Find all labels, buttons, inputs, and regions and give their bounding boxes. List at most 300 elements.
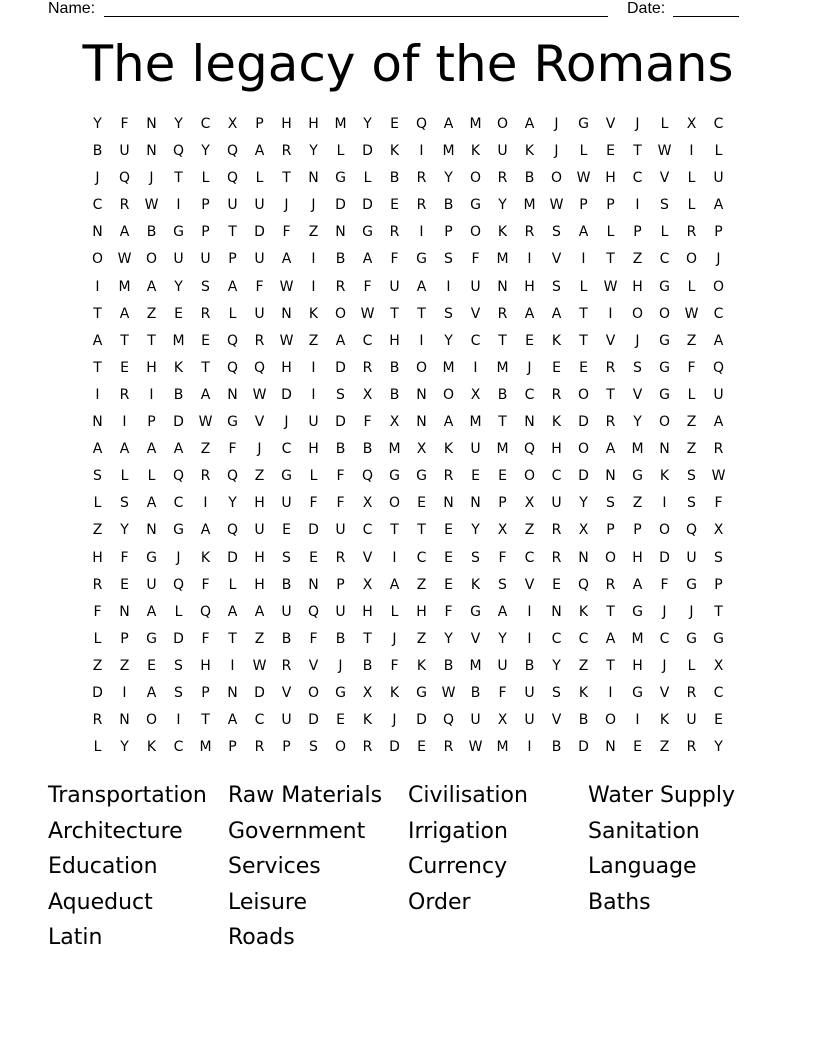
grid-letter: X [713, 657, 724, 674]
grid-letter: C [713, 305, 724, 322]
grid-letter: Y [714, 739, 723, 756]
grid-letter: K [362, 712, 373, 729]
grid-letter: D [659, 549, 670, 566]
grid-letter: B [362, 441, 373, 458]
grid-row [84, 219, 732, 246]
grid-letter: E [201, 332, 210, 349]
grid-letter: U [308, 414, 319, 431]
grid-letter: C [659, 630, 670, 647]
grid-row [84, 328, 732, 355]
grid-letter: R [686, 224, 697, 241]
grid-letter: K [578, 684, 589, 701]
grid-letter: N [308, 170, 319, 187]
grid-letter: P [606, 522, 615, 539]
grid-letter: U [119, 143, 130, 160]
grid-row [84, 490, 732, 517]
grid-letter: D [308, 522, 319, 539]
grid-letter: B [173, 386, 184, 403]
grid-letter: I [230, 657, 235, 674]
word-list-item: Irrigation [408, 818, 508, 844]
grid-letter: Y [201, 143, 210, 160]
grid-letter: U [551, 495, 562, 512]
grid-letter: Z [416, 576, 427, 593]
grid-letter: Y [363, 116, 372, 132]
grid-letter: E [120, 359, 129, 376]
grid-letter: L [660, 224, 669, 241]
grid-letter: D [362, 143, 373, 160]
grid-letter: C [362, 332, 373, 349]
grid-letter: K [659, 712, 670, 729]
grid-letter: T [201, 359, 210, 376]
grid-letter: H [281, 359, 292, 376]
grid-letter: R [551, 386, 562, 403]
grid-row [84, 274, 732, 301]
grid-row [84, 111, 732, 138]
grid-letter: F [228, 441, 237, 458]
grid-letter: I [311, 359, 316, 376]
grid-letter: A [146, 441, 157, 458]
grid-letter: I [392, 549, 397, 566]
grid-letter: I [527, 251, 532, 268]
grid-letter: W [252, 657, 267, 674]
grid-letter: A [713, 414, 724, 431]
grid-letter: I [95, 278, 100, 295]
grid-letter: B [389, 170, 400, 187]
grid-letter: J [392, 712, 397, 729]
grid-row [84, 680, 732, 707]
grid-letter: K [146, 739, 157, 756]
grid-letter: E [417, 739, 426, 756]
grid-letter: R [362, 739, 373, 756]
grid-letter: A [416, 278, 427, 295]
grid-letter: L [93, 739, 102, 756]
grid-letter: B [524, 657, 535, 674]
grid-letter: V [470, 630, 481, 647]
grid-letter: O [145, 712, 158, 729]
grid-letter: W [711, 468, 726, 485]
grid-letter: Q [172, 143, 185, 160]
grid-letter: R [443, 468, 454, 485]
grid-letter: K [551, 414, 562, 431]
grid-letter: O [307, 684, 320, 701]
grid-letter: N [416, 386, 427, 403]
grid-letter: T [498, 414, 507, 431]
grid-letter: Z [308, 224, 319, 241]
grid-letter: T [282, 170, 291, 187]
word-list-item: Roads [228, 925, 295, 951]
grid-letter: K [470, 576, 481, 593]
grid-row [84, 599, 732, 626]
grid-letter: I [311, 251, 316, 268]
grid-letter: G [713, 630, 724, 647]
grid-letter: Z [92, 657, 103, 674]
grid-letter: G [659, 386, 670, 403]
grid-letter: Q [577, 576, 590, 593]
grid-letter: C [200, 116, 211, 132]
grid-letter: P [201, 197, 210, 214]
grid-letter: C [524, 549, 535, 566]
grid-letter: C [524, 386, 535, 403]
grid-letter: L [390, 603, 399, 620]
grid-letter: P [336, 576, 345, 593]
grid-letter: U [470, 441, 481, 458]
grid-letter: F [336, 495, 345, 512]
grid-letter: F [120, 116, 129, 132]
grid-letter: O [145, 251, 158, 268]
grid-letter: L [714, 143, 723, 160]
grid-letter: V [281, 684, 292, 701]
grid-letter: B [389, 386, 400, 403]
grid-letter: R [524, 224, 535, 241]
grid-letter: V [524, 576, 535, 593]
grid-letter: Q [415, 116, 428, 132]
grid-letter: W [144, 197, 159, 214]
grid-letter: I [473, 359, 478, 376]
grid-letter: A [119, 305, 130, 322]
grid-letter: F [93, 603, 102, 620]
grid-letter: B [335, 251, 346, 268]
grid-letter: A [713, 332, 724, 349]
grid-letter: Q [199, 603, 212, 620]
grid-letter: Y [120, 739, 129, 756]
grid-letter: H [362, 603, 373, 620]
grid-letter: Y [174, 116, 183, 132]
grid-letter: L [687, 278, 696, 295]
grid-letter: S [498, 576, 507, 593]
grid-letter: F [444, 603, 453, 620]
grid-letter: Q [361, 468, 374, 485]
grid-letter: R [605, 359, 616, 376]
grid-letter: P [606, 197, 615, 214]
grid-letter: X [497, 522, 508, 539]
grid-letter: U [173, 251, 184, 268]
grid-letter: B [578, 712, 589, 729]
grid-letter: Q [523, 441, 536, 458]
grid-letter: B [551, 739, 562, 756]
grid-letter: X [362, 386, 373, 403]
grid-letter: R [605, 414, 616, 431]
grid-letter: P [147, 414, 156, 431]
grid-letter: Z [416, 630, 427, 647]
grid-row [84, 355, 732, 382]
grid-letter: C [254, 712, 265, 729]
grid-letter: U [497, 657, 508, 674]
grid-letter: O [550, 170, 563, 187]
grid-letter: Q [307, 603, 320, 620]
grid-letter: R [362, 359, 373, 376]
grid-letter: Y [552, 657, 561, 674]
grid-letter: Q [172, 468, 185, 485]
grid-letter: W [549, 197, 564, 214]
grid-letter: C [713, 116, 724, 132]
grid-letter: F [498, 684, 507, 701]
grid-letter: R [497, 305, 508, 322]
grid-letter: S [444, 305, 453, 322]
grid-letter: G [686, 630, 697, 647]
grid-letter: U [335, 603, 346, 620]
grid-letter: B [497, 386, 508, 403]
grid-letter: K [659, 468, 670, 485]
grid-letter: F [201, 630, 210, 647]
grid-letter: M [199, 739, 212, 756]
grid-letter: I [419, 224, 424, 241]
grid-letter: U [254, 522, 265, 539]
grid-letter: N [281, 305, 292, 322]
grid-letter: I [176, 712, 181, 729]
grid-letter: K [200, 549, 211, 566]
grid-letter: D [578, 739, 589, 756]
word-list [48, 778, 768, 956]
word-list-item: Order [408, 889, 471, 915]
grid-letter: M [496, 441, 509, 458]
grid-letter: V [659, 684, 670, 701]
grid-letter: P [201, 684, 210, 701]
grid-letter: S [633, 359, 642, 376]
grid-letter: I [527, 603, 532, 620]
grid-letter: C [470, 332, 481, 349]
word-list-item: Services [228, 854, 321, 880]
grid-letter: F [201, 576, 210, 593]
grid-letter: C [578, 630, 589, 647]
grid-letter: S [336, 386, 345, 403]
grid-letter: S [687, 468, 696, 485]
grid-letter: U [281, 603, 292, 620]
grid-letter: A [632, 576, 643, 593]
grid-letter: O [523, 468, 536, 485]
grid-letter: S [309, 739, 318, 756]
grid-letter: Z [659, 739, 670, 756]
grid-letter: D [335, 359, 346, 376]
grid-letter: K [551, 332, 562, 349]
grid-letter: L [93, 495, 102, 512]
grid-letter: E [147, 657, 156, 674]
grid-letter: Q [253, 359, 266, 376]
grid-letter: O [631, 305, 644, 322]
grid-letter: F [282, 224, 291, 241]
grid-letter: P [498, 495, 507, 512]
grid-letter: O [604, 712, 617, 729]
grid-letter: H [389, 332, 400, 349]
grid-letter: U [281, 495, 292, 512]
grid-letter: X [389, 414, 400, 431]
grid-letter: G [389, 468, 400, 485]
grid-letter: V [308, 657, 319, 674]
grid-letter: C [659, 251, 670, 268]
grid-letter: J [689, 603, 694, 620]
grid-letter: U [227, 197, 238, 214]
grid-letter: Z [200, 441, 211, 458]
word-list-item: Water Supply [588, 783, 735, 808]
grid-row [84, 382, 732, 409]
grid-letter: L [228, 305, 237, 322]
grid-letter: I [419, 332, 424, 349]
grid-letter: U [713, 170, 724, 187]
grid-letter: N [659, 441, 670, 458]
grid-letter: O [604, 549, 617, 566]
grid-letter: L [147, 468, 156, 485]
grid-row [84, 165, 732, 192]
grid-letter: A [389, 576, 400, 593]
grid-letter: F [687, 359, 696, 376]
grid-letter: T [201, 712, 210, 729]
grid-letter: O [712, 278, 725, 295]
grid-letter: N [335, 224, 346, 241]
grid-letter: L [93, 630, 102, 647]
grid-letter: R [92, 712, 103, 729]
grid-letter: S [174, 657, 183, 674]
grid-letter: R [686, 684, 697, 701]
grid-letter: G [686, 576, 697, 593]
grid-letter: Q [226, 332, 239, 349]
grid-letter: C [551, 630, 562, 647]
grid-letter: F [714, 495, 723, 512]
grid-letter: N [227, 684, 238, 701]
grid-letter: G [632, 603, 643, 620]
grid-row [84, 192, 732, 219]
grid-row [84, 734, 732, 761]
grid-letter: T [714, 603, 723, 620]
grid-letter: J [257, 441, 262, 458]
grid-letter: X [416, 441, 427, 458]
grid-letter: A [200, 522, 211, 539]
grid-letter: P [228, 251, 237, 268]
grid-letter: I [635, 197, 640, 214]
grid-letter: C [416, 549, 427, 566]
grid-letter: A [146, 603, 157, 620]
grid-letter: L [579, 278, 588, 295]
grid-letter: A [335, 332, 346, 349]
grid-letter: X [578, 522, 589, 539]
grid-letter: B [362, 657, 373, 674]
grid-letter: L [255, 170, 264, 187]
grid-letter: O [334, 739, 347, 756]
grid-letter: I [446, 278, 451, 295]
grid-letter: L [174, 603, 183, 620]
grid-letter: H [605, 170, 616, 187]
grid-letter: B [524, 170, 535, 187]
grid-letter: M [442, 143, 455, 160]
grid-letter: A [146, 278, 157, 295]
grid-letter: A [119, 224, 130, 241]
grid-letter: E [498, 468, 507, 485]
grid-letter: X [713, 522, 724, 539]
grid-letter: B [470, 684, 481, 701]
grid-letter: C [173, 739, 184, 756]
grid-letter: J [284, 197, 289, 214]
grid-letter: D [362, 197, 373, 214]
grid-letter: J [662, 603, 667, 620]
grid-letter: U [686, 549, 697, 566]
grid-letter: V [551, 251, 562, 268]
grid-letter: I [527, 739, 532, 756]
grid-letter: F [390, 657, 399, 674]
grid-letter: N [605, 468, 616, 485]
grid-letter: G [470, 603, 481, 620]
grid-letter: K [524, 143, 535, 160]
grid-letter: L [579, 143, 588, 160]
word-list-item: Currency [408, 854, 508, 880]
grid-letter: F [309, 495, 318, 512]
grid-letter: F [363, 414, 372, 431]
grid-letter: F [309, 630, 318, 647]
grid-letter: T [606, 603, 615, 620]
grid-letter: A [578, 224, 589, 241]
grid-letter: A [92, 332, 103, 349]
date-label: Date: [627, 0, 666, 17]
grid-letter: J [662, 657, 667, 674]
grid-letter: M [469, 657, 482, 674]
grid-letter: H [308, 116, 319, 132]
grid-letter: E [606, 143, 615, 160]
grid-letter: D [578, 414, 589, 431]
grid-letter: V [659, 170, 670, 187]
grid-letter: A [92, 441, 103, 458]
grid-letter: A [119, 441, 130, 458]
grid-letter: D [254, 224, 265, 241]
grid-letter: Y [444, 332, 453, 349]
grid-letter: P [444, 224, 453, 241]
grid-letter: H [200, 657, 211, 674]
grid-letter: Z [686, 332, 697, 349]
word-list-item: Aqueduct [48, 889, 153, 915]
grid-letter: U [713, 386, 724, 403]
grid-letter: J [635, 116, 640, 132]
grid-letter: P [228, 739, 237, 756]
grid-letter: K [497, 224, 508, 241]
grid-letter: R [92, 576, 103, 593]
grid-row [84, 409, 732, 436]
grid-letter: Q [226, 143, 239, 160]
grid-letter: P [633, 224, 642, 241]
grid-letter: H [254, 495, 265, 512]
grid-letter: U [497, 143, 508, 160]
grid-letter: I [608, 684, 613, 701]
letter-grid [84, 111, 732, 761]
grid-letter: O [388, 495, 401, 512]
grid-letter: W [603, 278, 618, 295]
grid-letter: K [308, 305, 319, 322]
grid-row [84, 246, 732, 273]
grid-letter: A [146, 495, 157, 512]
grid-letter: S [120, 495, 129, 512]
grid-row [84, 463, 732, 490]
grid-letter: H [281, 116, 292, 132]
grid-letter: X [470, 386, 481, 403]
grid-letter: S [552, 684, 561, 701]
grid-letter: J [635, 332, 640, 349]
grid-letter: E [444, 576, 453, 593]
grid-letter: A [551, 305, 562, 322]
grid-letter: R [551, 549, 562, 566]
grid-letter: G [173, 224, 184, 241]
grid-letter: J [95, 170, 100, 187]
grid-letter: Z [254, 630, 265, 647]
word-list-item: Sanitation [588, 818, 700, 844]
grid-letter: I [122, 684, 127, 701]
grid-letter: X [524, 495, 535, 512]
grid-letter: S [471, 549, 480, 566]
grid-letter: Q [118, 170, 131, 187]
name-blank-line [104, 16, 608, 17]
grid-letter: B [335, 441, 346, 458]
grid-letter: Y [471, 522, 480, 539]
grid-letter: H [551, 441, 562, 458]
grid-letter: E [174, 305, 183, 322]
grid-letter: T [93, 359, 102, 376]
grid-letter: D [308, 712, 319, 729]
grid-letter: K [416, 657, 427, 674]
grid-letter: N [416, 414, 427, 431]
